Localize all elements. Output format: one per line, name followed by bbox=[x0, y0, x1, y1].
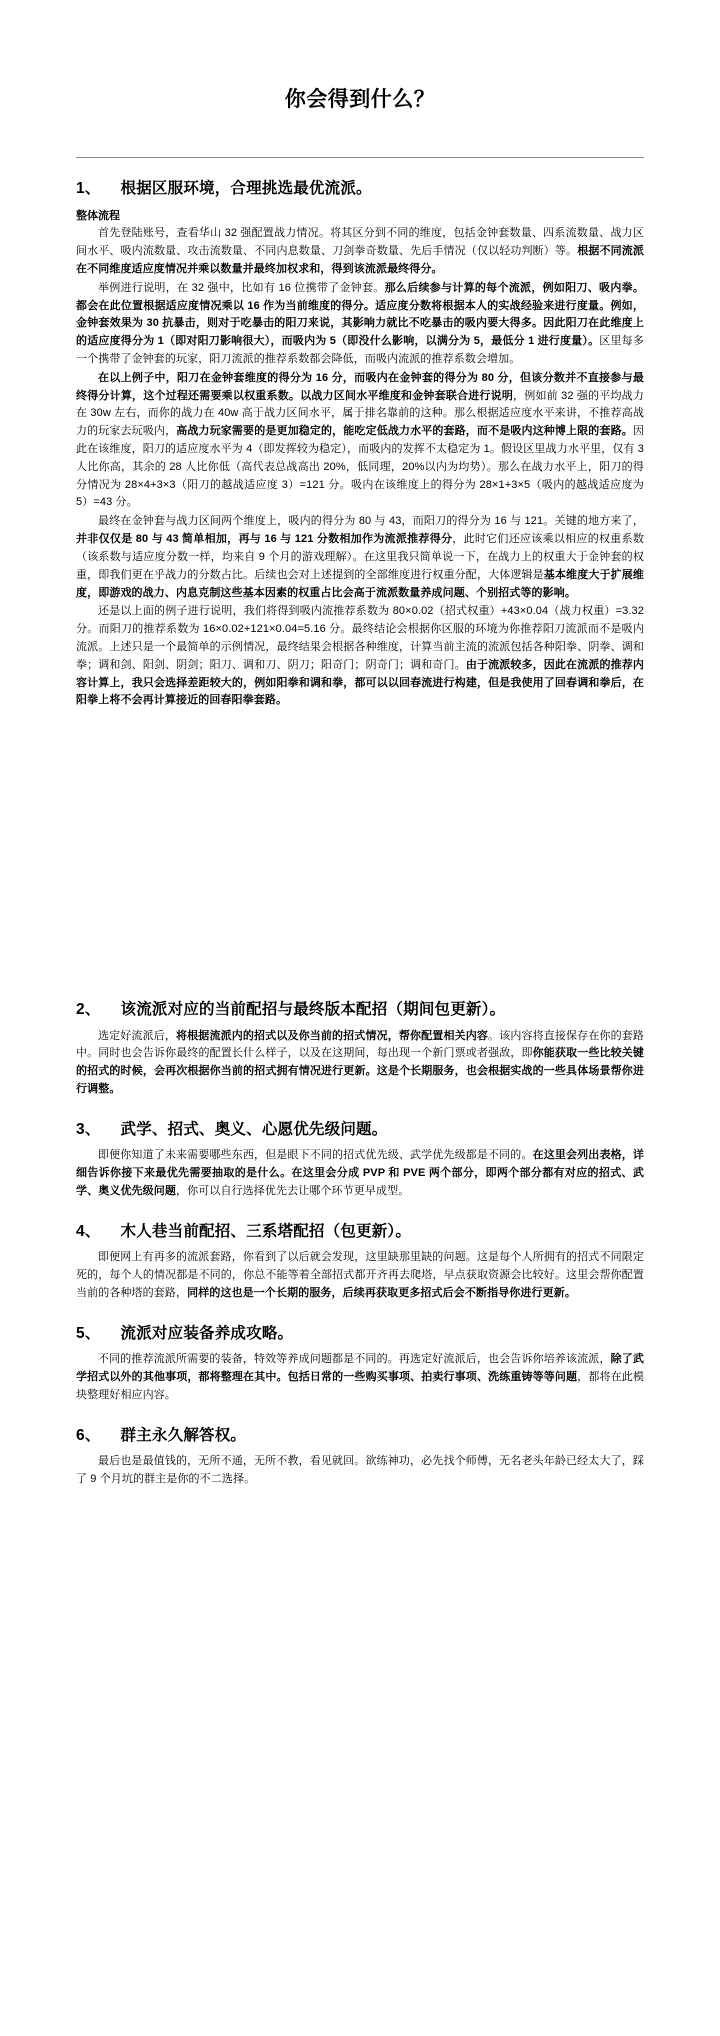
paragraph: 最后也是最值钱的，无所不通，无所不教，看见就回。欲练神功，必先找个师傅，无名老头年龄已经太大了，踩了 9 个月坑的群主是你的不二选择。 bbox=[76, 1455, 644, 1485]
sections-container bbox=[76, 178, 644, 1689]
section-heading-text: 根据区服环境，合理挑选最优流派。 bbox=[120, 180, 372, 198]
page-bottom-space bbox=[76, 1490, 644, 1690]
section-number: 6、 bbox=[76, 1426, 101, 1444]
section-heading-text: 群主永久解答权。 bbox=[120, 1426, 247, 1444]
section-number: 4、 bbox=[76, 1222, 101, 1240]
section-heading bbox=[76, 1323, 644, 1345]
paragraph: 即便你知道了未来需要哪些东西，但是眼下不同的招式优先级、武学优先级都是不同的。在这里会列出表格，详细告诉你接下来最优先需要抽取的是什么。在这里会分成 PVP 和 PVE 两个部分，即两个部分都有对应的招式、武学、奥义优先级问题，你可以自行选择优先去让哪个环节更早成型。 bbox=[76, 1149, 644, 1198]
paragraph: 首先登陆账号，查看华山 32 强配置战力情况。将其区分到不同的维度，包括金钟套数量、四系流数量、战力区间水平、吸内流数量、攻击流数量、不同内息数量、刀剑拳奇数量、先后手情况（仅以轻功判断）等。根据不同流派在不同维度适应度情况并乘以数量并最终加权求和，得到该流派最终得分。 bbox=[76, 227, 644, 275]
paragraph: 不同的推荐流派所需要的装备，特效等养成问题都是不同的。再选定好流派后，也会告诉你培养该流派，除了武学招式以外的其他事项，都将整理在其中。包括日常的一些购买事项、拍卖行事项、洗练重铸等等问题，都将在此模块整理好相应内容。 bbox=[76, 1353, 644, 1401]
section-heading bbox=[76, 1119, 644, 1141]
section-heading-text: 木人巷当前配招、三系塔配招（包更新）。 bbox=[120, 1222, 412, 1240]
section-sub-heading: 整体流程 bbox=[76, 209, 120, 222]
paragraph: 选定好流派后，将根据流派内的招式以及你当前的招式情况，帮你配置相关内容。该内容将直接保存在你的套路中。同时也会告诉你最终的配置长什么样子，以及在这期间，每出现一个新门票或者强敌，即你能获取一些比较关键的招式的时候，会再次根据你当前的招式拥有情况进行更新。这是个长期服务，也会根据实战的一些具体场景帮你进行调整。 bbox=[76, 1029, 645, 1096]
section-number: 2、 bbox=[76, 1001, 101, 1019]
section-heading-text: 武学、招式、奥义、心愿优先级问题。 bbox=[120, 1120, 388, 1138]
section-2 bbox=[76, 999, 644, 1099]
section-heading bbox=[76, 178, 644, 200]
section-heading bbox=[76, 1425, 644, 1447]
title-divider bbox=[76, 157, 644, 158]
section-3 bbox=[76, 1119, 644, 1201]
paragraph: 还是以上面的例子进行说明，我们将得到吸内流推荐系数为 80×0.02（招式权重）+43×0.04（战力权重）=3.32 分。而阳刀的推荐系数为 16×0.02+121×0.04=5.16 分。最终结论会根据你区服的环境为你推荐阳刀流派而不是吸内流派。上述只是一个最简单的示例情况，最终结果会根据各种维度，计算当前主流的流派包括各种阳拳、阴拳、调和拳；调和剑、阳剑、阴剑；阳刀、调和刀、阴刀；阳奇门；阴奇门；调和奇门。由于流派较多，因此在流派的推荐内容计算上，我只会选择差距较大的，例如阳拳和调和拳，都可以以回春流进行构建，但是我使用了回春调和拳后，在阳拳上将不会再计算接近的回春阳拳套路。 bbox=[76, 605, 644, 707]
paragraph: 在以上例子中，阳刀在金钟套维度的得分为 16 分，而吸内在金钟套的得分为 80 分，但该分数并不直接参与最终得分计算，这个过程还需要乘以权重系数。以战力区间水平维度和金钟套联合进行说明，例如前 32 强的平均战力在 30w 左右，而你的战力在 40w 高于战力区间水平，属于排名靠前的这种。那么根据适应度水平来讲，不推荐高战力的玩家去玩吸内，高战力玩家需要的是更加稳定的，能吃定低战力水平的套路，而不是吸内这种博上限的套路。因此在该维度，阳刀的适应度水平为 4（即发挥较为稳定），而吸内的发挥不太稳定为 1。假设区里战力水平里，仅有 3 人比你高，其余的 28 人比你低（高代表总战高出 20%，低同理，20%以内为均势）。那么在战力水平上，阳刀的得分情况为 28×4+3×3（阳刀的越战适应度 3）=121 分。吸内在该维度上的得分为 28×1+3×5（吸内的越战适应度为 5）=43 分。 bbox=[76, 371, 644, 509]
paragraph: 最终在金钟套与战力区间两个维度上，吸内的得分为 80 与 43，而阳刀的得分为 16 与 121。关键的地方来了，并非仅仅是 80 与 43 简单相加，再与 16 与 121 分数相加作为流派推荐得分，此时它们还应该乘以相应的权重系数（该系数与适应度分数一样，均来自 9 个月的游戏理解）。在这里我只简单说一下，在战力上的权重大于金钟套的权重，即我们更在乎战力的分数占比。后续也会对上述提到的全部维度进行权重分配，大体逻辑是基本维度大于扩展维度，即游戏的战力、内息克制这些基本因素的权重占比会高于流派数量养成问题、个别招式等的影响。 bbox=[76, 515, 644, 599]
page-title: 你会得到什么？ bbox=[284, 88, 436, 111]
section-heading bbox=[76, 1221, 644, 1243]
page-gap bbox=[76, 711, 644, 979]
section-5 bbox=[76, 1323, 644, 1405]
section-number: 3、 bbox=[76, 1120, 101, 1138]
section-heading-text: 该流派对应的当前配招与最终版本配招（期间包更新）。 bbox=[120, 1001, 506, 1019]
section-heading bbox=[76, 999, 644, 1021]
section-6 bbox=[76, 1425, 644, 1489]
section-number: 5、 bbox=[76, 1324, 101, 1342]
section-4 bbox=[76, 1221, 644, 1303]
paragraph: 举例进行说明，在 32 强中，比如有 16 位携带了金钟套。那么后续参与计算的每个流派，例如阳刀、吸内拳。都会在此位置根据适应度情况乘以 16 作为当前维度的得分。适应度分数将根据本人的实战经验来进行度量。例如，金钟套效果为 30 抗暴击，则对于吃暴击的阳刀来说，其影响力就比不吃暴击的吸内要大得多。因此阳刀在此维度上的适应度得分为 1（即对阳刀影响很大），而吸内为 5（即没什么影响，以满分为 5，最低分 1 进行度量）。区里每多一个携带了金钟套的玩家，阳刀流派的推荐系数都会降低，而吸内流派的推荐系数会增加。 bbox=[76, 281, 645, 365]
section-number: 1、 bbox=[76, 180, 101, 198]
section-1 bbox=[76, 178, 644, 710]
paragraph: 即便网上有再多的流派套路，你看到了以后就会发现，这里缺那里缺的问题。这是每个人所拥有的招式不同限定死的，每个人的情况都是不同的，你总不能等着全部招式都开齐再去爬塔，早点获取资源会比较好。这里会帮你配置当前的各种塔的套路，同样的这也是一个长期的服务，后续再获取更多招式后会不断指导你进行更新。 bbox=[76, 1251, 644, 1299]
section-heading-text: 流派对应装备养成攻略。 bbox=[120, 1324, 294, 1342]
